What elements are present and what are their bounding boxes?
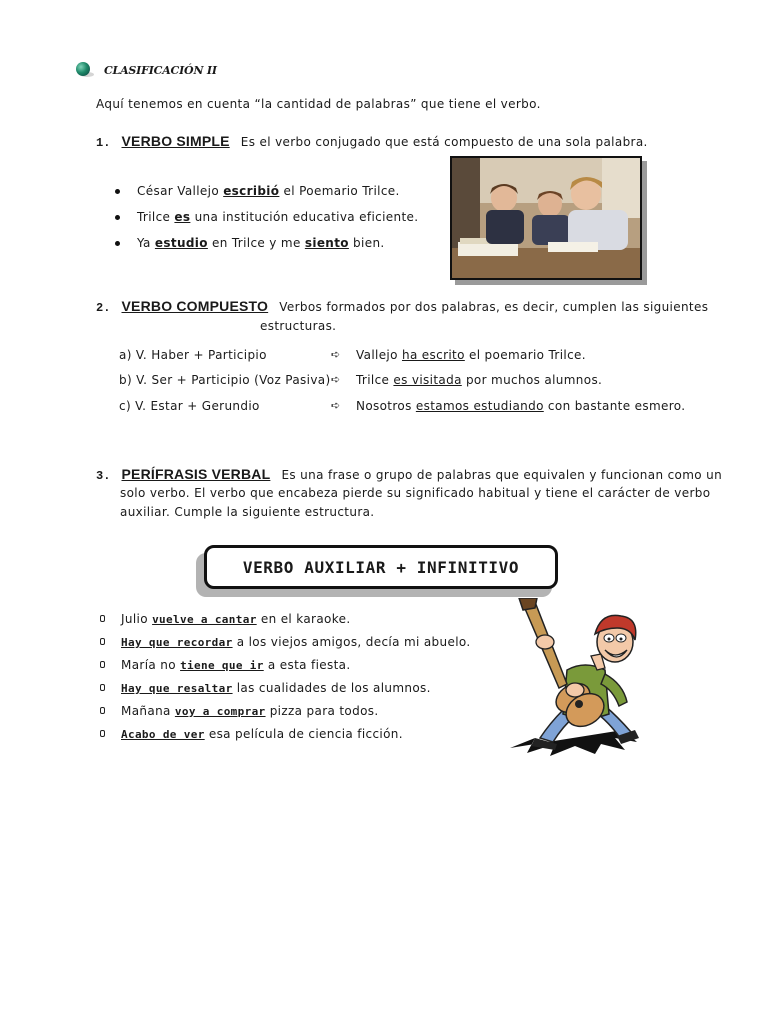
globe-icon: [76, 62, 90, 76]
section-number: 3.: [96, 469, 111, 483]
list-item: Hay que recordar a los viejos amigos, decía mi abuelo.: [121, 635, 471, 649]
square-bullet-icon: [100, 707, 105, 714]
list-item: María no tiene que ir a esta fiesta.: [121, 658, 351, 672]
square-bullet-icon: [100, 684, 105, 691]
structure-example: Nosotros estamos estudiando con bastante esmero.: [356, 399, 686, 413]
page-title: CLASIFICACIÓN II: [104, 64, 217, 77]
formula-text: VERBO AUXILIAR + INFINITIVO: [242, 557, 520, 577]
list-item: César Vallejo escribió el Poemario Trilce.: [137, 184, 400, 198]
list-item: Hay que resaltar las cualidades de los alumnos.: [121, 681, 431, 695]
list-item: Ya estudio en Trilce y me siento bien.: [137, 236, 385, 250]
section-definition: Es una frase o grupo de palabras que equivalen y funcionan como un: [281, 468, 723, 482]
list-item: Mañana voy a comprar pizza para todos.: [121, 704, 379, 718]
formula-box: [204, 545, 558, 589]
section-number: 1.: [96, 136, 111, 150]
square-bullet-icon: [100, 661, 105, 668]
section-title: PERÍFRASIS VERBAL: [121, 466, 271, 482]
bullet-icon: [115, 189, 120, 194]
section-definition-cont: auxiliar. Cumple la siguiente estructura.: [120, 505, 375, 519]
square-bullet-icon: [100, 730, 105, 737]
list-item: Trilce es una institución educativa eficiente.: [137, 210, 419, 224]
section-definition: Es el verbo conjugado que está compuesto de una sola palabra.: [240, 135, 648, 149]
section-verbo-compuesto: [96, 296, 708, 315]
students-reading-illustration: [452, 158, 640, 278]
list-item: Julio vuelve a cantar en el karaoke.: [121, 612, 351, 626]
square-bullet-icon: [100, 638, 105, 645]
arrow-right-icon: ➪: [331, 373, 341, 386]
list-item: Acabo de ver esa película de ciencia ficción.: [121, 727, 403, 741]
bullet-icon: [115, 241, 120, 246]
arrow-right-icon: ➪: [331, 348, 341, 361]
structure-example: Trilce es visitada por muchos alumnos.: [356, 373, 603, 387]
bullet-icon: [115, 215, 120, 220]
section-definition-cont: estructuras.: [260, 319, 337, 333]
structure-label: c) V. Estar + Gerundio: [119, 399, 260, 413]
section-title: VERBO COMPUESTO: [121, 298, 269, 314]
students-photo: [450, 156, 642, 280]
section-definition: Verbos formados por dos palabras, es decir, cumplen las siguientes: [279, 300, 709, 314]
section-definition-cont: solo verbo. El verbo que encabeza pierde su significado habitual y tiene el carácter de verbo: [120, 486, 711, 500]
arrow-right-icon: ➪: [331, 399, 341, 412]
intro-text: Aquí tenemos en cuenta “la cantidad de palabras” que tiene el verbo.: [96, 97, 541, 111]
guitarist-cartoon: [505, 598, 650, 758]
structure-label: a) V. Haber + Participio: [119, 348, 267, 362]
structure-label: b) V. Ser + Participio (Voz Pasiva): [119, 373, 331, 387]
section-number: 2.: [96, 301, 111, 315]
section-title: VERBO SIMPLE: [121, 133, 230, 149]
section-perifrasis: [96, 464, 722, 483]
structure-example: Vallejo ha escrito el poemario Trilce.: [356, 348, 586, 362]
square-bullet-icon: [100, 615, 105, 622]
guitar-player-icon: [505, 598, 650, 758]
section-verbo-simple: [96, 131, 648, 150]
